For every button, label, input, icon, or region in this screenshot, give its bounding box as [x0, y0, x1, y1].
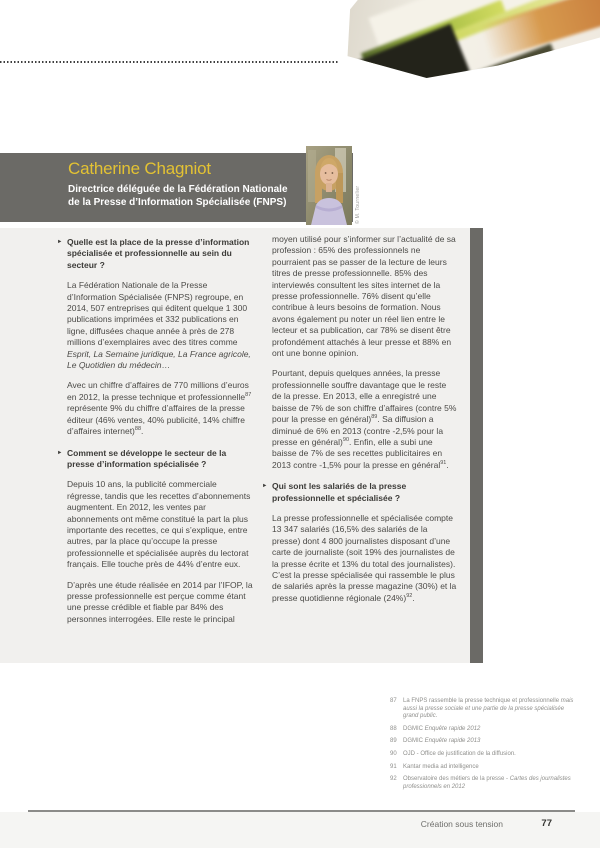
footer-section-title: Création sous tension	[420, 819, 503, 829]
interviewee-role-line2: de la Presse d’Information Spécialisée (FNPS)	[68, 197, 287, 208]
question-text: Comment se développe le secteur de la presse d’information spécialisée ?	[67, 447, 227, 469]
footnote-number: 92	[390, 776, 397, 783]
answer-paragraph	[57, 479, 253, 570]
footnote-reference: 88	[134, 426, 142, 433]
text-segment: Pourtant, depuis quelques années, la presse professionnelle souffre davantage que le reste de la presse. En 2013, elle a enregistré une baisse de 7% de son chiffre d’affaires (contre 5% pour la presse en général)	[272, 368, 457, 425]
text-segment: La presse professionnelle et spécialisée compte 13 347 salariés (16,5% des salariés de la presse) dont 4 800 journalistes disposant d’une carte de journaliste (soit 19% des journalistes de la presse écrite et 13% du total des journalistes). C’est la presse spécialisée qui rassemble le plus de salariés après la presse magazine (30%) et la presse quotidienne régionale (24%)	[272, 512, 457, 603]
text-segment: DGMIC	[403, 738, 425, 745]
text-segment: .	[446, 459, 449, 470]
text-segment: Kantar media ad intelligence	[403, 763, 479, 770]
text-segment: . Sa diffusion a diminué de 6% en 2013 (contre -2,5% pour la presse en général)	[272, 414, 444, 447]
portrait-photo	[306, 146, 352, 225]
footnote-reference: 87	[245, 392, 252, 399]
footnote-text	[403, 738, 578, 746]
text-segment: …	[161, 360, 171, 371]
interview-question	[262, 481, 458, 504]
footnote-text	[403, 776, 578, 791]
text-segment: DGMIC	[403, 725, 425, 732]
text-segment: moyen utilisé pour s’informer sur l’actualité de sa profession : 65% des professionnels ne pourraient pas se passer de la lecture de leurs titres de presse professionnelle. 85% des interviewés consultent les sites internet de la presse professionnelle. 76% disent qu’elle contribue à leurs besoins de formation. Nous avons également pu noter un réel lien entre le lecteur et sa publication, car 78% se disent être profondément attachés à leur presse et 88% en ont une bonne opinion.	[272, 234, 456, 359]
text-segment: Enquête rapide 2013	[424, 738, 481, 745]
text-segment: .	[141, 426, 144, 437]
answer-paragraph	[262, 513, 458, 604]
interviewee-header	[0, 153, 353, 222]
answer-paragraph	[262, 234, 458, 359]
text-segment: La Fédération Nationale de la Presse d’Information Spécialisée (FNPS) regroupe, en 2014, 507 entreprises qui éditent quelque 1 300 publications imprimées et 332 publications en ligne, diffusées chaque année à près de 278 millions d’exemplaires avec des titres comme	[67, 280, 248, 348]
footnote-number: 89	[390, 738, 397, 745]
footnote-item	[390, 776, 578, 791]
text-segment: Avec un chiffre d’affaires de 770 millions d’euros en 2012, la presse technique et professionnelle	[67, 380, 249, 402]
question-text: Quelle est la place de la presse d’information spécialisée et professionnelle au sein du secteur ?	[67, 237, 250, 270]
footnote-text	[403, 764, 578, 772]
footnote-number: 87	[390, 698, 397, 704]
text-segment: .	[412, 592, 415, 603]
panel-side-bar	[470, 228, 483, 663]
footnote-item	[390, 726, 578, 734]
answer-paragraph	[57, 380, 253, 437]
footer-strip	[0, 812, 600, 848]
text-segment: La FNPS rassemble la presse technique et professionnelle	[403, 698, 561, 704]
text-segment: D’après une étude réalisée en 2014 par l’IFOP, la presse professionnelle est perçue comme étant une presse crédible et fiable par 84% des personnes interrogées. Elle reste le principal	[67, 579, 253, 624]
text-segment: Esprit, La Semaine juridique, La France agricole, Le Quotidien du médecin	[67, 348, 251, 371]
question-bullet-icon: ►	[57, 239, 63, 245]
footnote-reference: 92	[406, 592, 413, 599]
interview-question	[57, 237, 253, 271]
footnote-item	[390, 764, 578, 772]
question-text: Qui sont les salariés de la presse professionnelle et spécialisée ?	[272, 481, 407, 503]
footnotes-list	[390, 698, 578, 796]
footer-page-number: 77	[541, 818, 552, 829]
question-bullet-icon: ►	[57, 449, 63, 456]
footnote-number: 88	[390, 725, 397, 732]
article-column-left	[57, 234, 253, 634]
footnote-reference: 91	[440, 459, 447, 466]
text-segment: Cartes des journalistes professionnels en 2012	[403, 776, 571, 790]
footnote-number: 90	[390, 750, 397, 757]
footnote-text	[403, 751, 578, 759]
footnote-item	[390, 751, 578, 759]
answer-paragraph	[57, 580, 253, 626]
interviewee-name: Catherine Chagniot	[68, 159, 211, 178]
footnote-text	[403, 698, 578, 721]
article-column-right	[262, 234, 458, 613]
answer-paragraph	[262, 368, 458, 471]
footnote-text	[403, 726, 578, 734]
text-segment: Enquête rapide 2012	[424, 725, 481, 732]
text-segment: Observatoire des métiers de la presse -	[403, 776, 510, 783]
text-segment: représente 9% du chiffre d’affaires de la presse éditeur (46% ventes, 40% publicité, 14% chiffre d’affaires internet)	[67, 403, 245, 437]
text-segment: OJD - Office de justification de la diffusion.	[403, 750, 516, 757]
magazines-photo	[345, 0, 600, 78]
text-segment: mais aussi la presse sociale et une partie de la presse spécialisée grand public.	[403, 698, 574, 720]
footnote-item	[390, 738, 578, 746]
footnote-reference: 90	[342, 437, 350, 444]
answer-paragraph	[57, 280, 253, 371]
text-segment: . Enfin, elle a subi une baisse de 7% de ses recettes publicitaires en 2013 contre -1,5% pour la presse en général	[272, 436, 443, 470]
interviewee-role	[68, 183, 288, 209]
interview-question	[57, 448, 253, 471]
photo-credit: © M. Tournelier	[355, 185, 361, 224]
footnote-number: 91	[390, 763, 397, 770]
text-segment: Depuis 10 ans, la publicité commerciale régresse, tandis que les recettes d’abonnements augmentent. En 2012, les ventes par abonnements ont même constitué la part la plus importante des recettes, ce qui s’explique, entre autres, par la place qu’occupe la presse professionnelle et spécialisée auprès du lectorat français. Elle touche près de 44% d’entre eux.	[67, 479, 251, 570]
question-bullet-icon: ►	[262, 483, 268, 490]
dotted-divider	[0, 61, 338, 63]
footnote-item	[390, 698, 578, 721]
interviewee-role-line1: Directrice déléguée de la Fédération Nationale	[68, 184, 288, 195]
footnote-reference: 89	[371, 414, 378, 421]
